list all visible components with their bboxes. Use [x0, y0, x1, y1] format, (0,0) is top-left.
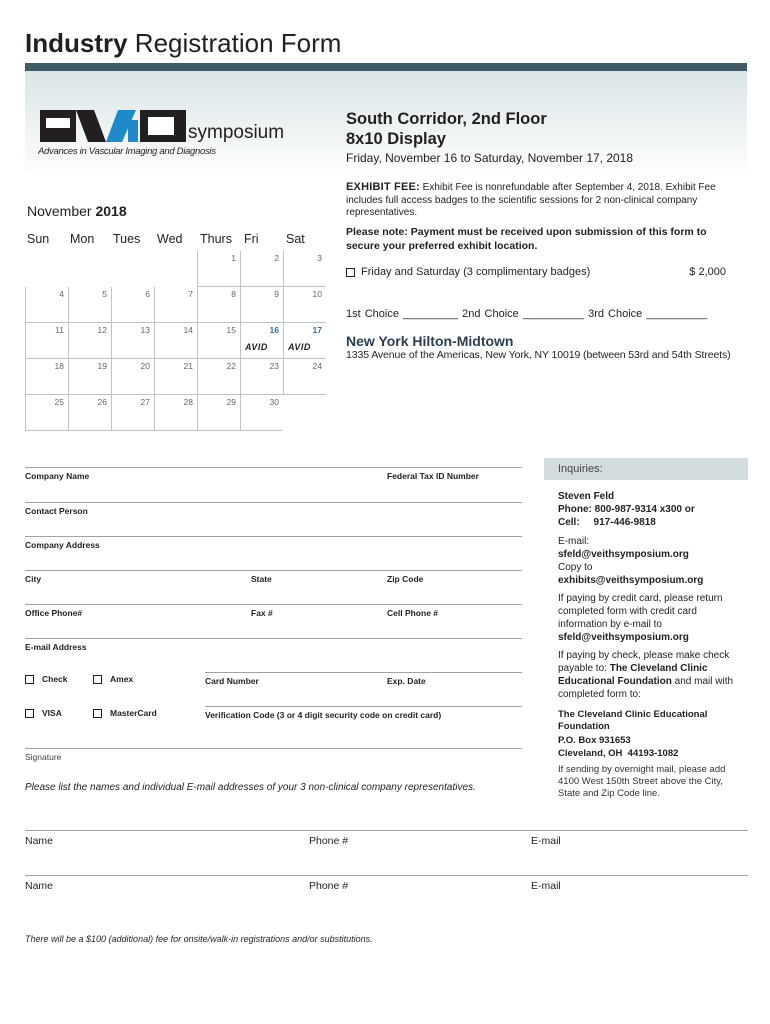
event-dates: Friday, November 16 to Saturday, November 17, 2018 [346, 151, 634, 165]
rep-email-field[interactable]: E-mail [531, 835, 561, 847]
calendar-day-cell [240, 287, 283, 323]
calendar-day-number: 30 [269, 397, 279, 407]
zip-field[interactable]: Zip Code [387, 574, 424, 584]
calendar-day-cell [25, 323, 68, 359]
calendar-day-cell [111, 395, 154, 431]
signature-field[interactable]: Signature [25, 752, 62, 762]
calendar-day-number: 4 [59, 289, 64, 299]
logo-tagline: Advances in Vascular Imaging and Diagnosis [38, 146, 216, 157]
form-line [25, 604, 522, 605]
company-name-field[interactable]: Company Name [25, 471, 90, 481]
visa-label: VISA [42, 708, 62, 718]
email-address-field[interactable]: E-mail Address [25, 642, 87, 652]
calendar-day-number: 13 [140, 325, 150, 335]
city-field[interactable]: City [25, 574, 42, 584]
check-label: Check [42, 674, 68, 684]
rep-line [25, 875, 748, 876]
calendar-day-cell [240, 323, 283, 359]
check-instructions: If paying by check, please make check payable to: The Cleveland Clinic Educational Foundation and mail with completed form to: [558, 650, 734, 700]
weekday-label: Thurs [200, 232, 232, 246]
calendar-day-number: 6 [145, 289, 150, 299]
event-day-logo: AVID [245, 342, 268, 352]
form-line [25, 536, 522, 537]
calendar-day-cell [25, 287, 68, 323]
calendar-day-cell [283, 323, 326, 359]
calendar-day-number: 27 [140, 397, 150, 407]
mailing-address: P.O. Box 931653 Cleveland, OH 44193-1082 [558, 735, 679, 759]
visa-checkbox[interactable] [25, 709, 34, 718]
weekday-label: Sat [286, 232, 305, 246]
mailing-org: The Cleveland Clinic Educational Foundation [558, 709, 708, 732]
location-choices[interactable]: 1st Choice _________ 2nd Choice __________ 3rd Choice __________ [346, 308, 708, 320]
rep-name-field[interactable]: Name [25, 880, 54, 892]
calendar-day-number: 16 [269, 325, 279, 335]
option-label: Friday and Saturday (3 complimentary badges) [361, 266, 591, 278]
calendar-day-cell [25, 395, 68, 431]
contact-name: Steven Feld [558, 491, 615, 502]
calendar-day-number: 28 [183, 397, 193, 407]
amex-label: Amex [110, 674, 134, 684]
mastercard-label: MasterCard [110, 708, 157, 718]
amex-option[interactable] [93, 674, 133, 684]
calendar-day-number: 25 [54, 397, 64, 407]
calendar-day-number: 21 [183, 361, 193, 371]
calendar-day-number: 22 [226, 361, 236, 371]
calendar-day-cell [283, 251, 326, 287]
calendar-day-number: 9 [274, 289, 279, 299]
calendar-title: November 2018 [27, 203, 127, 219]
calendar-day-cell [111, 287, 154, 323]
calendar-day-number: 11 [55, 325, 64, 335]
calendar-day-cell [283, 359, 326, 395]
overnight-instructions: If sending by overnight mail, please add 4100 West 150th Street above the City, State and Zip Code line. [558, 764, 726, 799]
fax-field[interactable]: Fax # [251, 608, 273, 618]
verification-code-field[interactable]: Verification Code (3 or 4 digit security code on credit card) [205, 710, 442, 720]
form-line [25, 570, 522, 571]
form-line [25, 467, 522, 468]
inquiries-title: Inquiries: [558, 463, 603, 475]
calendar-day-cell [240, 251, 283, 287]
option-price: $ 2,000 [689, 266, 726, 278]
calendar-day-cell [283, 287, 326, 323]
calendar-day-cell [197, 395, 240, 431]
exhibit-option [346, 266, 726, 278]
check-option[interactable] [25, 674, 68, 684]
rep-line [25, 830, 748, 831]
exhibit-fee: EXHIBIT FEE: Exhibit Fee is nonrefundable after September 4, 2018. Exhibit Fee includes full access badges to the scientific sessions for 2 non-clinical company representatives. [346, 181, 716, 218]
form-line [205, 672, 522, 673]
federal-tax-id-field[interactable]: Federal Tax ID Number [387, 471, 479, 481]
calendar-day-number: 26 [97, 397, 107, 407]
calendar-day-cell [111, 323, 154, 359]
hotel-address: 1335 Avenue of the Americas, New York, NY 10019 (between 53rd and 54th Streets) [346, 349, 731, 361]
calendar-day-number: 20 [140, 361, 150, 371]
inquiries-email [558, 535, 743, 587]
calendar-day-number: 18 [54, 361, 64, 371]
form-line [25, 748, 522, 749]
exp-date-field[interactable]: Exp. Date [387, 676, 426, 686]
rep-phone-field[interactable]: Phone # [309, 835, 349, 847]
company-address-field[interactable]: Company Address [25, 540, 100, 550]
calendar-day-number: 23 [269, 361, 279, 371]
calendar-day-number: 1 [231, 253, 236, 263]
contact-person-field[interactable]: Contact Person [25, 506, 88, 516]
title-rule [25, 63, 747, 71]
calendar-day-number: 5 [102, 289, 107, 299]
mastercard-checkbox[interactable] [93, 709, 102, 718]
event-location: South Corridor, 2nd Floor [346, 110, 547, 128]
card-number-field[interactable]: Card Number [205, 676, 259, 686]
calendar-day-number: 8 [231, 289, 236, 299]
calendar-day-number: 2 [274, 253, 279, 263]
contact-cell: Cell: 917-446-9818 [558, 517, 656, 528]
form-line [205, 706, 522, 707]
calendar-day-cell [68, 287, 111, 323]
footer-note: There will be a $100 (additional) fee for onsite/walk-in registrations and/or substitutions. [25, 934, 373, 944]
calendar-day-number: 14 [183, 325, 193, 335]
contact-phone: Phone: 800-987-9314 x300 or [558, 504, 695, 515]
office-phone-field[interactable]: Office Phone# [25, 608, 83, 618]
rep-phone-field[interactable]: Phone # [309, 880, 349, 892]
calendar-day-cell [197, 287, 240, 323]
option-checkbox[interactable] [346, 268, 355, 277]
calendar-day-number: 17 [312, 325, 322, 335]
calendar-day-cell [154, 323, 197, 359]
calendar-day-number: 3 [317, 253, 322, 263]
rep-email-field[interactable]: E-mail [531, 880, 561, 892]
calendar-day-cell [197, 323, 240, 359]
logo-suffix: symposium [188, 122, 285, 143]
email-label: E-mail: [558, 536, 590, 547]
visa-option[interactable] [25, 708, 62, 718]
calendar-day-number: 29 [226, 397, 236, 407]
weekday-label: Tues [113, 232, 141, 246]
hotel-name: New York Hilton-Midtown [346, 333, 514, 349]
calendar-day-cell [154, 287, 197, 323]
calendar-day-cell [197, 251, 240, 287]
form-line [25, 638, 522, 639]
credit-card-instructions: If paying by credit card, please return completed form with credit card information by e-mail to sfeld@veithsymposium.org [558, 593, 723, 643]
calendar-day-number: 12 [97, 325, 107, 335]
event-display-size: 8x10 Display [346, 130, 446, 148]
weekday-label: Mon [70, 232, 95, 246]
inquiries-contact [558, 490, 743, 529]
cell-phone-field[interactable]: Cell Phone # [387, 608, 439, 618]
check-checkbox[interactable] [25, 675, 34, 684]
contact-email-link[interactable]: sfeld@veithsymposium.org [558, 549, 689, 560]
calendar-day-cell [111, 359, 154, 395]
calendar-day-number: 19 [97, 361, 107, 371]
payment-note: Please note: Payment must be received upon submission of this form to secure your preferred exhibit location. [346, 226, 707, 252]
representatives-instructions: Please list the names and individual E-mail addresses of your 3 non-clinical company representatives. [25, 782, 476, 793]
copy-to-label: Copy to [558, 562, 593, 573]
calendar-day-cell [68, 359, 111, 395]
calendar-day-number: 7 [188, 289, 193, 299]
form-line [25, 502, 522, 503]
calendar-day-cell [68, 323, 111, 359]
weekday-label: Wed [157, 232, 183, 246]
calendar-day-number: 15 [226, 325, 236, 335]
calendar-day-cell [25, 359, 68, 395]
calendar-day-number: 24 [312, 361, 322, 371]
calendar-day-number: 10 [312, 289, 322, 299]
calendar-day-cell [68, 395, 111, 431]
copy-email-link[interactable]: exhibits@veithsymposium.org [558, 575, 704, 586]
page-title: Industry Registration Form [25, 28, 342, 58]
mastercard-option[interactable] [93, 708, 157, 718]
event-day-logo: AVID [288, 342, 311, 352]
calendar-day-cell [240, 359, 283, 395]
credit-email-link[interactable]: sfeld@veithsymposium.org [558, 632, 689, 643]
calendar-day-cell [197, 359, 240, 395]
amex-checkbox[interactable] [93, 675, 102, 684]
calendar-day-cell [154, 359, 197, 395]
calendar-day-cell [240, 395, 283, 431]
calendar-day-cell [154, 395, 197, 431]
state-field[interactable]: State [251, 574, 272, 584]
weekday-label: Sun [27, 232, 50, 246]
rep-name-field[interactable]: Name [25, 835, 54, 847]
weekday-label: Fri [244, 232, 259, 246]
